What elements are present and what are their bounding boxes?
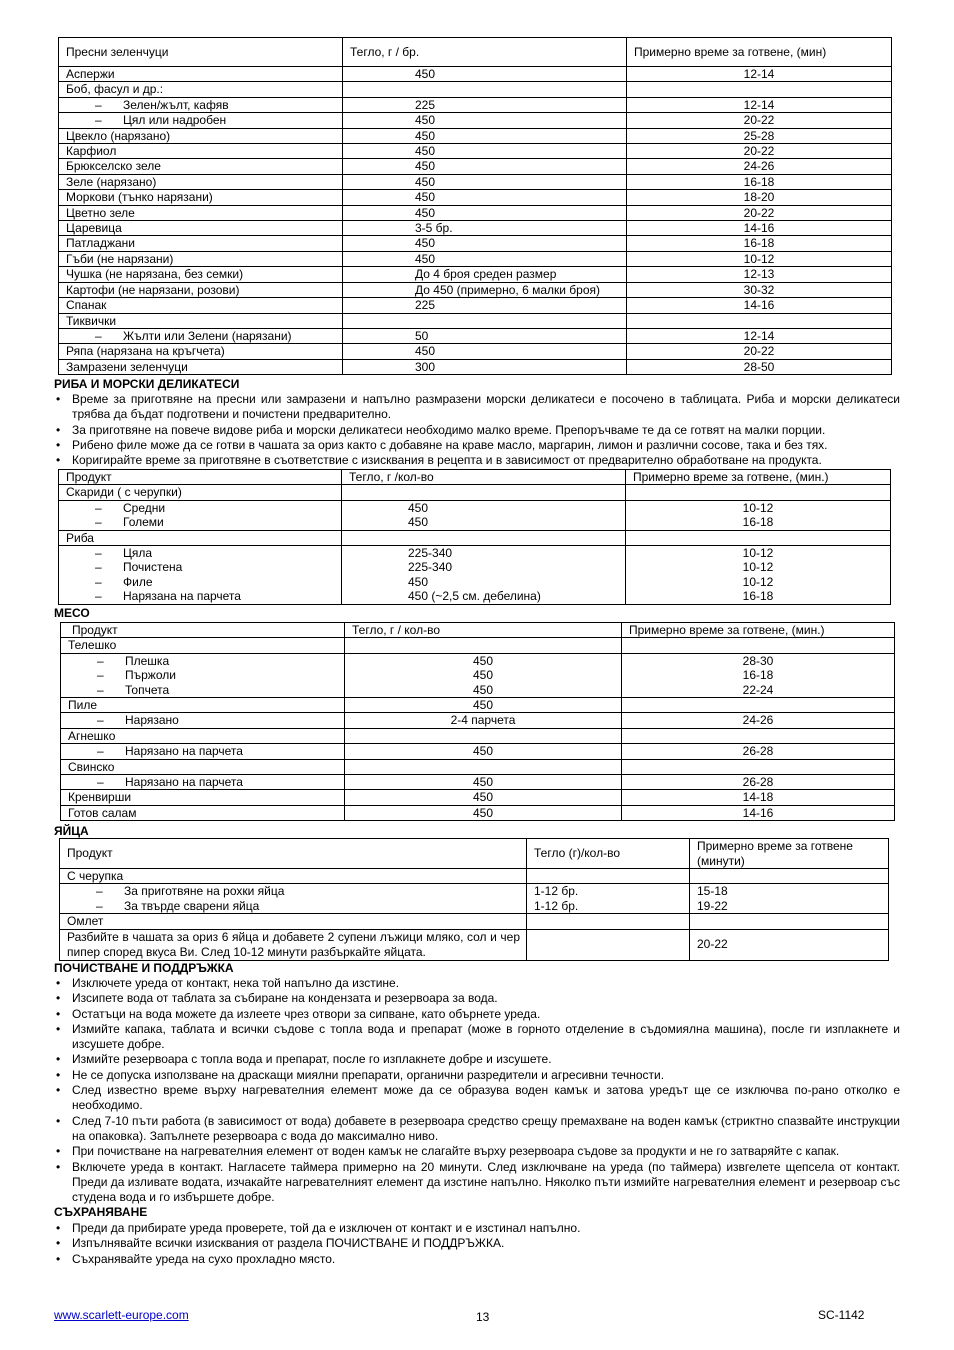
table-header: Продукт xyxy=(61,623,345,638)
time-value: 16-18 xyxy=(742,589,774,604)
weight-value: 1-12 бр. xyxy=(534,898,579,913)
weight-cell xyxy=(527,929,690,960)
product-cell: Цветно зеле xyxy=(59,205,343,220)
table-row xyxy=(59,251,892,266)
table-row xyxy=(59,113,892,128)
weight-value: 1-12 бр. xyxy=(534,884,579,899)
weight-cell: 450 xyxy=(343,236,627,251)
list-item: • Измийте капака, таблата и всички съдове с топла вода и препарат (може в горното отделение в съдомиялна машина), после ги изплакнете и изсушете добре. xyxy=(54,1022,900,1053)
item-label: Нарязана на парчета xyxy=(123,589,241,604)
table-row xyxy=(59,546,891,605)
product-cell: Риба xyxy=(59,530,342,545)
table-row xyxy=(61,790,895,805)
product-cell xyxy=(61,775,345,790)
product-cell: Аспержи xyxy=(59,67,343,82)
list-item: • Остатъци на вода можете да излеете чрез отвори за сипване, като обърнете уреда. xyxy=(54,1007,900,1022)
time-cell xyxy=(622,638,895,653)
product-cell: С черупка xyxy=(60,869,527,884)
product-cell: Карфиол xyxy=(59,144,343,159)
product-cell: Цвекло (нарязано) xyxy=(59,128,343,143)
time-cell xyxy=(622,698,895,713)
table-row xyxy=(59,82,892,97)
list-item: • Измийте резервоара с топла вода и препарат, после го изплакнете добре и изсушете. xyxy=(54,1052,900,1067)
weight-cell xyxy=(527,884,690,914)
weight-cell xyxy=(343,313,627,328)
weight-cell: 450 xyxy=(343,344,627,359)
vegetables-table xyxy=(58,37,892,375)
time-cell xyxy=(626,485,891,500)
website-link[interactable]: www.scarlett-europe.com xyxy=(54,1308,189,1322)
page-number: 13 xyxy=(476,1310,490,1324)
product-cell: Свинско xyxy=(61,759,345,774)
item-label: Цял или надробен xyxy=(123,113,227,128)
time-value: 16-18 xyxy=(742,515,774,530)
list-item: • Включете уреда в контакт. Нагласете таймера примерно на 20 минути. След изключване на уреда (по таймера) извгелете щепсела от контакт. Преди да изливате водата, изчакайте нагревателният елемент да изстине напълно. Няколко пъти измийте нагревателния елемент и резервоар със студена вода и го избършете добре. xyxy=(54,1160,900,1206)
weight-cell: 450 xyxy=(345,744,622,759)
dash: – xyxy=(97,653,104,668)
storage-bullet-list xyxy=(54,1221,900,1267)
product-cell: Царевица xyxy=(59,221,343,236)
time-cell: 12-14 xyxy=(627,67,892,82)
table-header: Тегло (г)/кол-во xyxy=(527,839,690,869)
time-cell: 20-22 xyxy=(627,113,892,128)
table-row xyxy=(59,174,892,189)
dash: – xyxy=(95,515,102,530)
time-cell xyxy=(622,728,895,743)
time-cell: 14-16 xyxy=(627,298,892,313)
table-row xyxy=(60,929,889,960)
section-heading-eggs: ЯЙЦА xyxy=(54,824,89,838)
product-cell xyxy=(59,546,342,605)
time-cell: 20-22 xyxy=(627,144,892,159)
time-cell: 14-16 xyxy=(627,221,892,236)
time-value: 10-12 xyxy=(742,560,774,575)
fish-table xyxy=(58,469,891,605)
time-cell: 24-26 xyxy=(622,713,895,728)
weight-cell: 3-5 бр. xyxy=(343,221,627,236)
list-item: • Рибено филе може да се готви в чашата за ориз както с добавяне на краве масло, маргарин, лимон и различни сосове, така и без тях. xyxy=(54,438,900,453)
weight-cell xyxy=(345,638,622,653)
table-row xyxy=(59,500,891,530)
weight-cell xyxy=(342,500,626,530)
item-label: Плешка xyxy=(125,653,170,668)
table-header: Пресни зеленчуци xyxy=(59,38,343,67)
item-label: Големи xyxy=(123,515,164,530)
weight-cell: 450 xyxy=(343,113,627,128)
weight-cell xyxy=(527,869,690,884)
weight-cell: 450 xyxy=(343,128,627,143)
dash: – xyxy=(95,113,102,128)
section-heading-meat: МЕСО xyxy=(54,606,90,620)
dash: – xyxy=(95,574,102,589)
weight-value: 450 xyxy=(472,682,494,697)
list-item: • Преди да прибирате уреда проверете, той да е изключен от контакт и е изстинал напълно. xyxy=(54,1221,900,1236)
dash: – xyxy=(96,898,103,913)
weight-cell: 225 xyxy=(343,298,627,313)
table-header: Тегло, г / кол-во xyxy=(345,623,622,638)
table-header: Примерно време за готвене, (мин.) xyxy=(626,470,891,485)
table-row xyxy=(61,805,895,820)
weight-value: 450 xyxy=(408,574,429,589)
weight-value: 450 xyxy=(408,500,429,515)
weight-cell: 450 xyxy=(343,205,627,220)
time-cell: 14-18 xyxy=(622,790,895,805)
list-item: • Коригирайте време за приготвяне в съответствие с изисквания в рецепта и в зависимост от предварително обработване на продукта. xyxy=(54,453,900,468)
omelet-instructions: Разбийте в чашата за ориз 6 яйца и добавете 2 супени лъжици мляко, сол и чер пипер според вкуса Ви. След 10-12 минути разбъркайте яйцата. xyxy=(60,929,527,960)
table-row xyxy=(59,128,892,143)
product-cell: Скариди ( с черупки) xyxy=(59,485,342,500)
table-row xyxy=(61,744,895,759)
table-row xyxy=(59,97,892,112)
section-heading-fish: РИБА И МОРСКИ ДЕЛИКАТЕСИ xyxy=(54,377,240,391)
weight-cell xyxy=(342,485,626,500)
dash: – xyxy=(95,97,102,112)
table-row xyxy=(59,313,892,328)
time-cell: 30-32 xyxy=(627,282,892,297)
weight-cell: 450 xyxy=(343,159,627,174)
dash: – xyxy=(95,589,102,604)
section-heading-storage: СЪХРАНЯВАНЕ xyxy=(54,1205,148,1219)
time-cell xyxy=(626,530,891,545)
meat-table xyxy=(60,622,895,821)
list-item: • Изсипете вода от таблата за събиране на кондензата и резервоара за вода. xyxy=(54,991,900,1006)
time-value: 16-18 xyxy=(742,668,774,683)
dash: – xyxy=(97,775,104,790)
weight-value: 450 xyxy=(408,515,429,530)
item-label: Нарязано на парчета xyxy=(125,744,243,759)
table-row xyxy=(61,713,895,728)
weight-cell: 450 xyxy=(343,251,627,266)
product-cell: Патладжани xyxy=(59,236,343,251)
time-cell: 12-13 xyxy=(627,267,892,282)
weight-cell xyxy=(343,82,627,97)
time-cell: 20-22 xyxy=(627,344,892,359)
product-cell xyxy=(60,884,527,914)
product-cell: Пиле xyxy=(61,698,345,713)
time-value: 28-30 xyxy=(742,653,774,668)
item-label: Филе xyxy=(123,574,153,589)
product-cell: Агнешко xyxy=(61,728,345,743)
time-cell: 12-14 xyxy=(627,97,892,112)
time-cell: 20-22 xyxy=(627,205,892,220)
table-row xyxy=(59,530,891,545)
weight-cell: 225 xyxy=(343,97,627,112)
time-cell: 18-20 xyxy=(627,190,892,205)
product-cell: Готов салам xyxy=(61,805,345,820)
time-value: 22-24 xyxy=(742,682,774,697)
table-row xyxy=(59,328,892,343)
list-item: • Не се допуска използване на драскащи миялни препарати, органични разредители и агресивни течности. xyxy=(54,1068,900,1083)
list-item: • Съхранявайте уреда на сухо прохладно място. xyxy=(54,1252,900,1267)
time-cell: 20-22 xyxy=(690,929,889,960)
model-number: SC-1142 xyxy=(818,1308,865,1322)
item-label: За приготвяне на рохки яйца xyxy=(124,884,285,899)
table-row xyxy=(59,159,892,174)
weight-cell xyxy=(345,653,622,697)
product-cell xyxy=(61,653,345,697)
list-item: • Време за приготвяне на пресни или замразени и напълно размразени морски деликатеси е посочено в таблицата. Риба и морски деликатеси трябва да бъдат подготвени и почистени предварително. xyxy=(54,392,900,423)
table-row xyxy=(61,728,895,743)
list-item: • Изпълнявайте всички изисквания от раздела ПОЧИСТВАНЕ И ПОДДРЪЖКА. xyxy=(54,1236,900,1251)
time-cell: 26-28 xyxy=(622,775,895,790)
weight-cell xyxy=(342,546,626,605)
time-value: 15-18 xyxy=(697,884,728,899)
weight-cell: 2-4 парчета xyxy=(345,713,622,728)
time-value: 19-22 xyxy=(697,898,728,913)
time-cell: 14-16 xyxy=(622,805,895,820)
time-cell xyxy=(626,546,891,605)
product-cell: Омлет xyxy=(60,914,527,929)
table-row xyxy=(61,759,895,774)
item-label: За твърде сварени яйца xyxy=(124,898,260,913)
dash: – xyxy=(96,884,103,899)
product-cell xyxy=(59,113,343,128)
table-row xyxy=(60,869,889,884)
product-cell: Кренвирши xyxy=(61,790,345,805)
time-cell: 28-50 xyxy=(627,359,892,374)
item-label: Почистена xyxy=(123,560,183,575)
time-cell xyxy=(627,313,892,328)
list-item: • За приготвяне на повече видове риба и морски деликатеси необходимо малко време. Препоръчваме те да се готвят на малки порции. xyxy=(54,423,900,438)
product-cell xyxy=(59,328,343,343)
weight-cell xyxy=(345,728,622,743)
weight-cell xyxy=(342,530,626,545)
dash: – xyxy=(95,546,102,561)
weight-cell: 450 xyxy=(343,174,627,189)
product-cell: Телешко xyxy=(61,638,345,653)
product-cell: Спанак xyxy=(59,298,343,313)
table-header: Тегло, г /кол-во xyxy=(342,470,626,485)
item-label: Нарязано xyxy=(125,713,179,728)
table-row xyxy=(59,282,892,297)
item-label: Зелен/жълт, кафяв xyxy=(123,97,229,112)
table-row xyxy=(59,298,892,313)
product-cell: Тиквички xyxy=(59,313,343,328)
dash: – xyxy=(95,560,102,575)
table-row xyxy=(61,698,895,713)
section-heading-cleaning: ПОЧИСТВАНЕ И ПОДДРЪЖКА xyxy=(54,961,234,975)
item-label: Топчета xyxy=(125,682,170,697)
weight-cell: 450 xyxy=(345,805,622,820)
table-row xyxy=(59,236,892,251)
product-cell xyxy=(59,97,343,112)
table-header: Примерно време за готвене, (мин.) xyxy=(622,623,895,638)
table-header: Примерно време за готвене, (мин) xyxy=(627,38,892,67)
list-item: • При почистване на нагревателния елемент от воден камък не слагайте върху резервоара съдове за продукти и не го затваряйте с капак. xyxy=(54,1144,900,1159)
item-label: Средни xyxy=(123,500,166,515)
table-row xyxy=(59,190,892,205)
table-header: Продукт xyxy=(59,470,342,485)
weight-cell: 450 xyxy=(343,144,627,159)
table-row xyxy=(59,485,891,500)
item-label: Нарязано на парчета xyxy=(125,775,243,790)
product-cell: Боб, фасул и др.: xyxy=(59,82,343,97)
time-cell xyxy=(626,500,891,530)
eggs-table xyxy=(59,838,889,961)
time-value: 10-12 xyxy=(742,546,774,561)
time-cell xyxy=(627,82,892,97)
weight-value: 450 (~2,5 см. дебелина) xyxy=(408,589,541,604)
time-cell: 12-14 xyxy=(627,328,892,343)
weight-cell: 450 xyxy=(345,775,622,790)
table-row xyxy=(59,359,892,374)
table-header: Тегло, г / бр. xyxy=(343,38,627,67)
weight-value: 450 xyxy=(472,668,494,683)
table-row xyxy=(59,144,892,159)
table-row xyxy=(59,221,892,236)
table-row xyxy=(59,267,892,282)
dash: – xyxy=(95,328,102,343)
product-cell: Брюкселско зеле xyxy=(59,159,343,174)
weight-cell: До 450 (примерно, 6 малки броя) xyxy=(343,282,627,297)
product-cell: Картофи (не нарязани, розови) xyxy=(59,282,343,297)
fish-bullet-list xyxy=(54,392,900,468)
dash: – xyxy=(97,682,104,697)
product-cell: Ряпа (нарязана на кръгчета) xyxy=(59,344,343,359)
table-row xyxy=(59,67,892,82)
product-cell: Зеле (нарязано) xyxy=(59,174,343,189)
time-cell xyxy=(622,653,895,697)
weight-value: 225-340 xyxy=(408,546,453,561)
weight-cell: 450 xyxy=(345,790,622,805)
table-row xyxy=(61,775,895,790)
product-cell xyxy=(61,713,345,728)
weight-cell: До 4 броя среден размер xyxy=(343,267,627,282)
list-item: • Изключете уреда от контакт, нека той напълно да изстине. xyxy=(54,976,900,991)
time-value: 10-12 xyxy=(742,574,774,589)
weight-cell: 450 xyxy=(343,67,627,82)
time-cell: 16-18 xyxy=(627,236,892,251)
time-cell xyxy=(622,759,895,774)
dash: – xyxy=(97,668,104,683)
dash: – xyxy=(97,744,104,759)
time-cell: 25-28 xyxy=(627,128,892,143)
list-item: • След 7-10 пъти работа (в зависимост от вода) добавете в резервоара средство срещу премахване на воден камък (стриктно спазвайте инструкции на опаковка). Запълнете резервоара с вода до максимално ниво. xyxy=(54,1114,900,1145)
product-cell: Моркови (тънко нарязани) xyxy=(59,190,343,205)
product-cell: Гъби (не нарязани) xyxy=(59,251,343,266)
weight-value: 225-340 xyxy=(408,560,453,575)
time-cell xyxy=(690,884,889,914)
weight-value: 450 xyxy=(472,653,494,668)
table-row xyxy=(60,914,889,929)
item-label: Пържоли xyxy=(125,668,176,683)
table-header: Примерно време за готвене (минути) xyxy=(690,839,889,869)
weight-cell xyxy=(345,759,622,774)
weight-cell: 450 xyxy=(345,698,622,713)
weight-cell: 300 xyxy=(343,359,627,374)
time-cell xyxy=(690,869,889,884)
table-row xyxy=(59,344,892,359)
item-label: Жълти или Зелени (нарязани) xyxy=(123,328,292,343)
table-row xyxy=(61,638,895,653)
time-value: 10-12 xyxy=(742,500,774,515)
time-cell: 16-18 xyxy=(627,174,892,189)
time-cell xyxy=(690,914,889,929)
dash: – xyxy=(97,713,104,728)
time-cell: 24-26 xyxy=(627,159,892,174)
weight-cell: 50 xyxy=(343,328,627,343)
time-cell: 10-12 xyxy=(627,251,892,266)
cleaning-bullet-list xyxy=(54,976,900,1205)
table-row xyxy=(61,653,895,697)
product-cell xyxy=(59,500,342,530)
time-cell: 26-28 xyxy=(622,744,895,759)
dash: – xyxy=(95,500,102,515)
product-cell: Замразени зеленчуци xyxy=(59,359,343,374)
table-header: Продукт xyxy=(60,839,527,869)
weight-cell: 450 xyxy=(343,190,627,205)
list-item: • След известно време върху нагревателния елемент може да се образува воден камък и затова уредът ще се изключва по-рано отколко е необходимо. xyxy=(54,1083,900,1114)
product-cell xyxy=(61,744,345,759)
table-row xyxy=(60,884,889,914)
item-label: Цяла xyxy=(123,546,153,561)
table-row xyxy=(59,205,892,220)
product-cell: Чушка (не нарязана, без семки) xyxy=(59,267,343,282)
weight-cell xyxy=(527,914,690,929)
